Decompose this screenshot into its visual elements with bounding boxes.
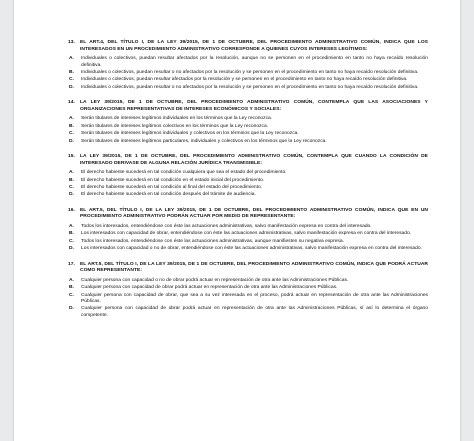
option-letter: C. xyxy=(69,77,74,83)
answer-option xyxy=(68,231,428,237)
question-number: 15. xyxy=(68,154,75,160)
option-text: Todos los interesados, entendiéndose con éste las actuaciones administrativas, aunque manifiesten su negativa expresa. xyxy=(81,238,344,244)
answer-option xyxy=(68,85,428,91)
answer-option xyxy=(68,285,428,291)
question-block xyxy=(68,40,428,91)
question-block xyxy=(68,208,428,253)
question-heading xyxy=(68,262,428,275)
question-text: LA LEY 39/2015, DE 1 DE OCTUBRE, DEL PROCEDIMIENTO ADMINISTRATIVO COMÚN, CONTEMPLA QUE LAS ASOCIACIONES Y ORGANIZACIONES REPRESENTATIVAS DE INTERESES ECONÓMICOS Y SOCIALES: xyxy=(80,100,428,112)
option-text: Cualquier persona con capacidad de obrar podrá actuar en representación de otra ante las Administraciones Públicas. xyxy=(81,285,338,291)
option-letter: D. xyxy=(69,138,74,144)
option-letter: B. xyxy=(69,231,74,237)
answer-option xyxy=(68,224,428,230)
option-text: El derecho habiente sucederá en tal condición cualquiera que sea el estado del procedimiento. xyxy=(81,170,287,176)
question-block xyxy=(68,154,428,199)
option-letter: D. xyxy=(69,306,74,312)
answer-option xyxy=(68,239,428,245)
option-text: El derecho habiente sucederá en tal condición al final del estado del procedimiento. xyxy=(81,185,263,191)
option-text: Serán titulares de intereses legítimos particulares, individuales y colectivos en los términos que la Ley reconozca. xyxy=(81,138,327,144)
question-heading xyxy=(68,40,428,53)
question-heading xyxy=(68,208,428,221)
question-list xyxy=(68,40,428,328)
option-letter: D. xyxy=(69,84,74,90)
option-letter: C. xyxy=(69,292,74,298)
answer-option xyxy=(68,131,428,137)
option-text: Cualquier persona con capacidad de obrar podrá actuar en representación de otra ante las Administraciones Públicas, sí así lo determina el órgano competente. xyxy=(81,306,428,318)
answer-option xyxy=(68,192,428,198)
option-text: El derecho habiente sucederá en tal condición en el estado inicial del procedimiento. xyxy=(81,177,265,183)
option-text: Serán titulares de intereses legítimos colectivos en los términos que la Ley reconozca. xyxy=(81,123,269,129)
answer-option xyxy=(68,139,428,145)
answer-option xyxy=(68,116,428,122)
option-letter: D. xyxy=(69,192,74,198)
answer-option xyxy=(68,77,428,83)
option-text: El derecho habiente sucederá en tal condición después del trámite de audiencia. xyxy=(81,192,256,198)
question-number: 16. xyxy=(68,207,75,213)
question-number: 13. xyxy=(68,40,75,45)
answer-option xyxy=(68,306,428,319)
option-letter: A. xyxy=(69,170,74,176)
answer-option xyxy=(68,170,428,176)
option-text: Individuales o colectivos, puedan resultar afectados por la resolución, aunque no se personen en el procedimiento en tanto no haya recaído resolución definitiva. xyxy=(81,56,428,68)
option-text: Individuales o colectivos, puedan resultar o no afectados por la resolución y se personen en el procedimiento en tanto no haya recaído resolución definitiva. xyxy=(81,84,419,90)
question-text: EL ART.4, DEL TÍTULO I, DE LA LEY 39/2015, DE 1 DE OCTUBRE, DEL PROCEDIMIENTO ADMINISTRATIVO COMÚN, INDICA QUE LOS INTERESADOS EN UN PROCEDIMIENTO ADMINISTRATIVO CORRESPONDE A QUIENES CUYOS INTERESES LEGÍTIMOS: xyxy=(80,40,428,52)
option-text: Individuales o colectivos, puedan resultar afectados por la resolución y se personen en el procedimiento en tanto no haya recaído resolución definitiva. xyxy=(81,77,408,83)
option-letter: B. xyxy=(69,177,74,183)
answer-option xyxy=(68,178,428,184)
option-letter: A. xyxy=(69,116,74,122)
document-page xyxy=(14,0,460,441)
option-letter: B. xyxy=(69,285,74,291)
answer-option xyxy=(68,278,428,284)
question-text: LA LEY 39/2015, DE 1 DE OCTUBRE, DEL PROCEDIMIENTO ADMINISTRATIVO COMÚN, CONTEMPLA QUE CUANDO LA CONDICIÓN DE INTERESADO DERIVASE DE ALGUNA RELACIÓN JURÍDICA TRANSMISIBLE: xyxy=(80,154,428,166)
question-text: EL ART.5, DEL TÍTULO I, DE LA LEY 39/2015, DE 1 DE OCTUBRE, DEL PROCEDIMIENTO ADMINISTRATIVO COMÚN, INDICA QUE PODRÁ ACTUAR COMO REPRESENTANTE: xyxy=(80,261,428,274)
option-text: Cualquier persona con capacidad de obrar, que sea a su vez interesada en el proceso, podrá actuar en representación de otra ante las Administraciones Públicas. xyxy=(81,292,428,305)
option-text: Los interesados con capacidad o no de obrar, entendiéndose con éste las actuaciones administrativas, salvo manifestación expresa en contra del interesado. xyxy=(81,246,422,252)
question-block xyxy=(68,262,428,320)
question-block xyxy=(68,100,428,145)
option-text: Serán titulares de intereses legítimos individuales en los términos que la Ley reconozca. xyxy=(81,116,273,122)
option-text: Individuales o colectivos, puedan resultar o no afectados por la resolución y se personen en el procedimiento en tanto no haya recaído resolución definitiva. xyxy=(81,70,419,75)
option-letter: D. xyxy=(69,246,74,252)
option-letter: A. xyxy=(69,224,74,230)
option-letter: C. xyxy=(69,238,74,244)
option-text: Cualquier persona con capacidad o no de obrar podrá actuar en representación de otra ante las Administraciones Públicas. xyxy=(81,277,349,283)
option-letter: C. xyxy=(69,131,74,137)
option-letter: C. xyxy=(69,185,74,191)
option-letter: B. xyxy=(69,123,74,129)
answer-option xyxy=(68,124,428,130)
answer-option xyxy=(68,56,428,69)
question-heading xyxy=(68,100,428,113)
answer-option xyxy=(68,70,428,76)
option-letter: A. xyxy=(69,56,74,62)
option-text: Serán titulares de intereses legítimos individuales y colectivos en los términos que la Ley reconozca. xyxy=(81,131,299,137)
question-number: 14. xyxy=(68,100,75,106)
answer-option xyxy=(68,293,428,306)
option-text: Todos los interesados, entendiéndose con éste las actuaciones administrativas, salvo manifestación expresa en contra del interesado. xyxy=(81,224,372,230)
option-letter: B. xyxy=(69,70,74,75)
option-text: Los interesados con capacidad de obrar, entendiéndose con éste las actuaciones administrativas, salvo manifestación expresa en contra del interesado. xyxy=(81,231,412,237)
answer-option xyxy=(68,246,428,252)
question-number: 17. xyxy=(68,261,75,267)
question-heading xyxy=(68,154,428,167)
question-text: EL ART.5, DEL TÍTULO I, DE LA LEY 39/2015, DE 1 DE OCTUBRE, DEL PROCEDIMIENTO ADMINISTRATIVO COMÚN, INDICA QUE EN UN PROCEDIMIENTO ADMINISTRATIVO PODRÁN ACTUAR POR MEDIO DE REPRESENTANTE: xyxy=(80,207,428,220)
option-letter: A. xyxy=(69,277,74,283)
answer-option xyxy=(68,185,428,191)
